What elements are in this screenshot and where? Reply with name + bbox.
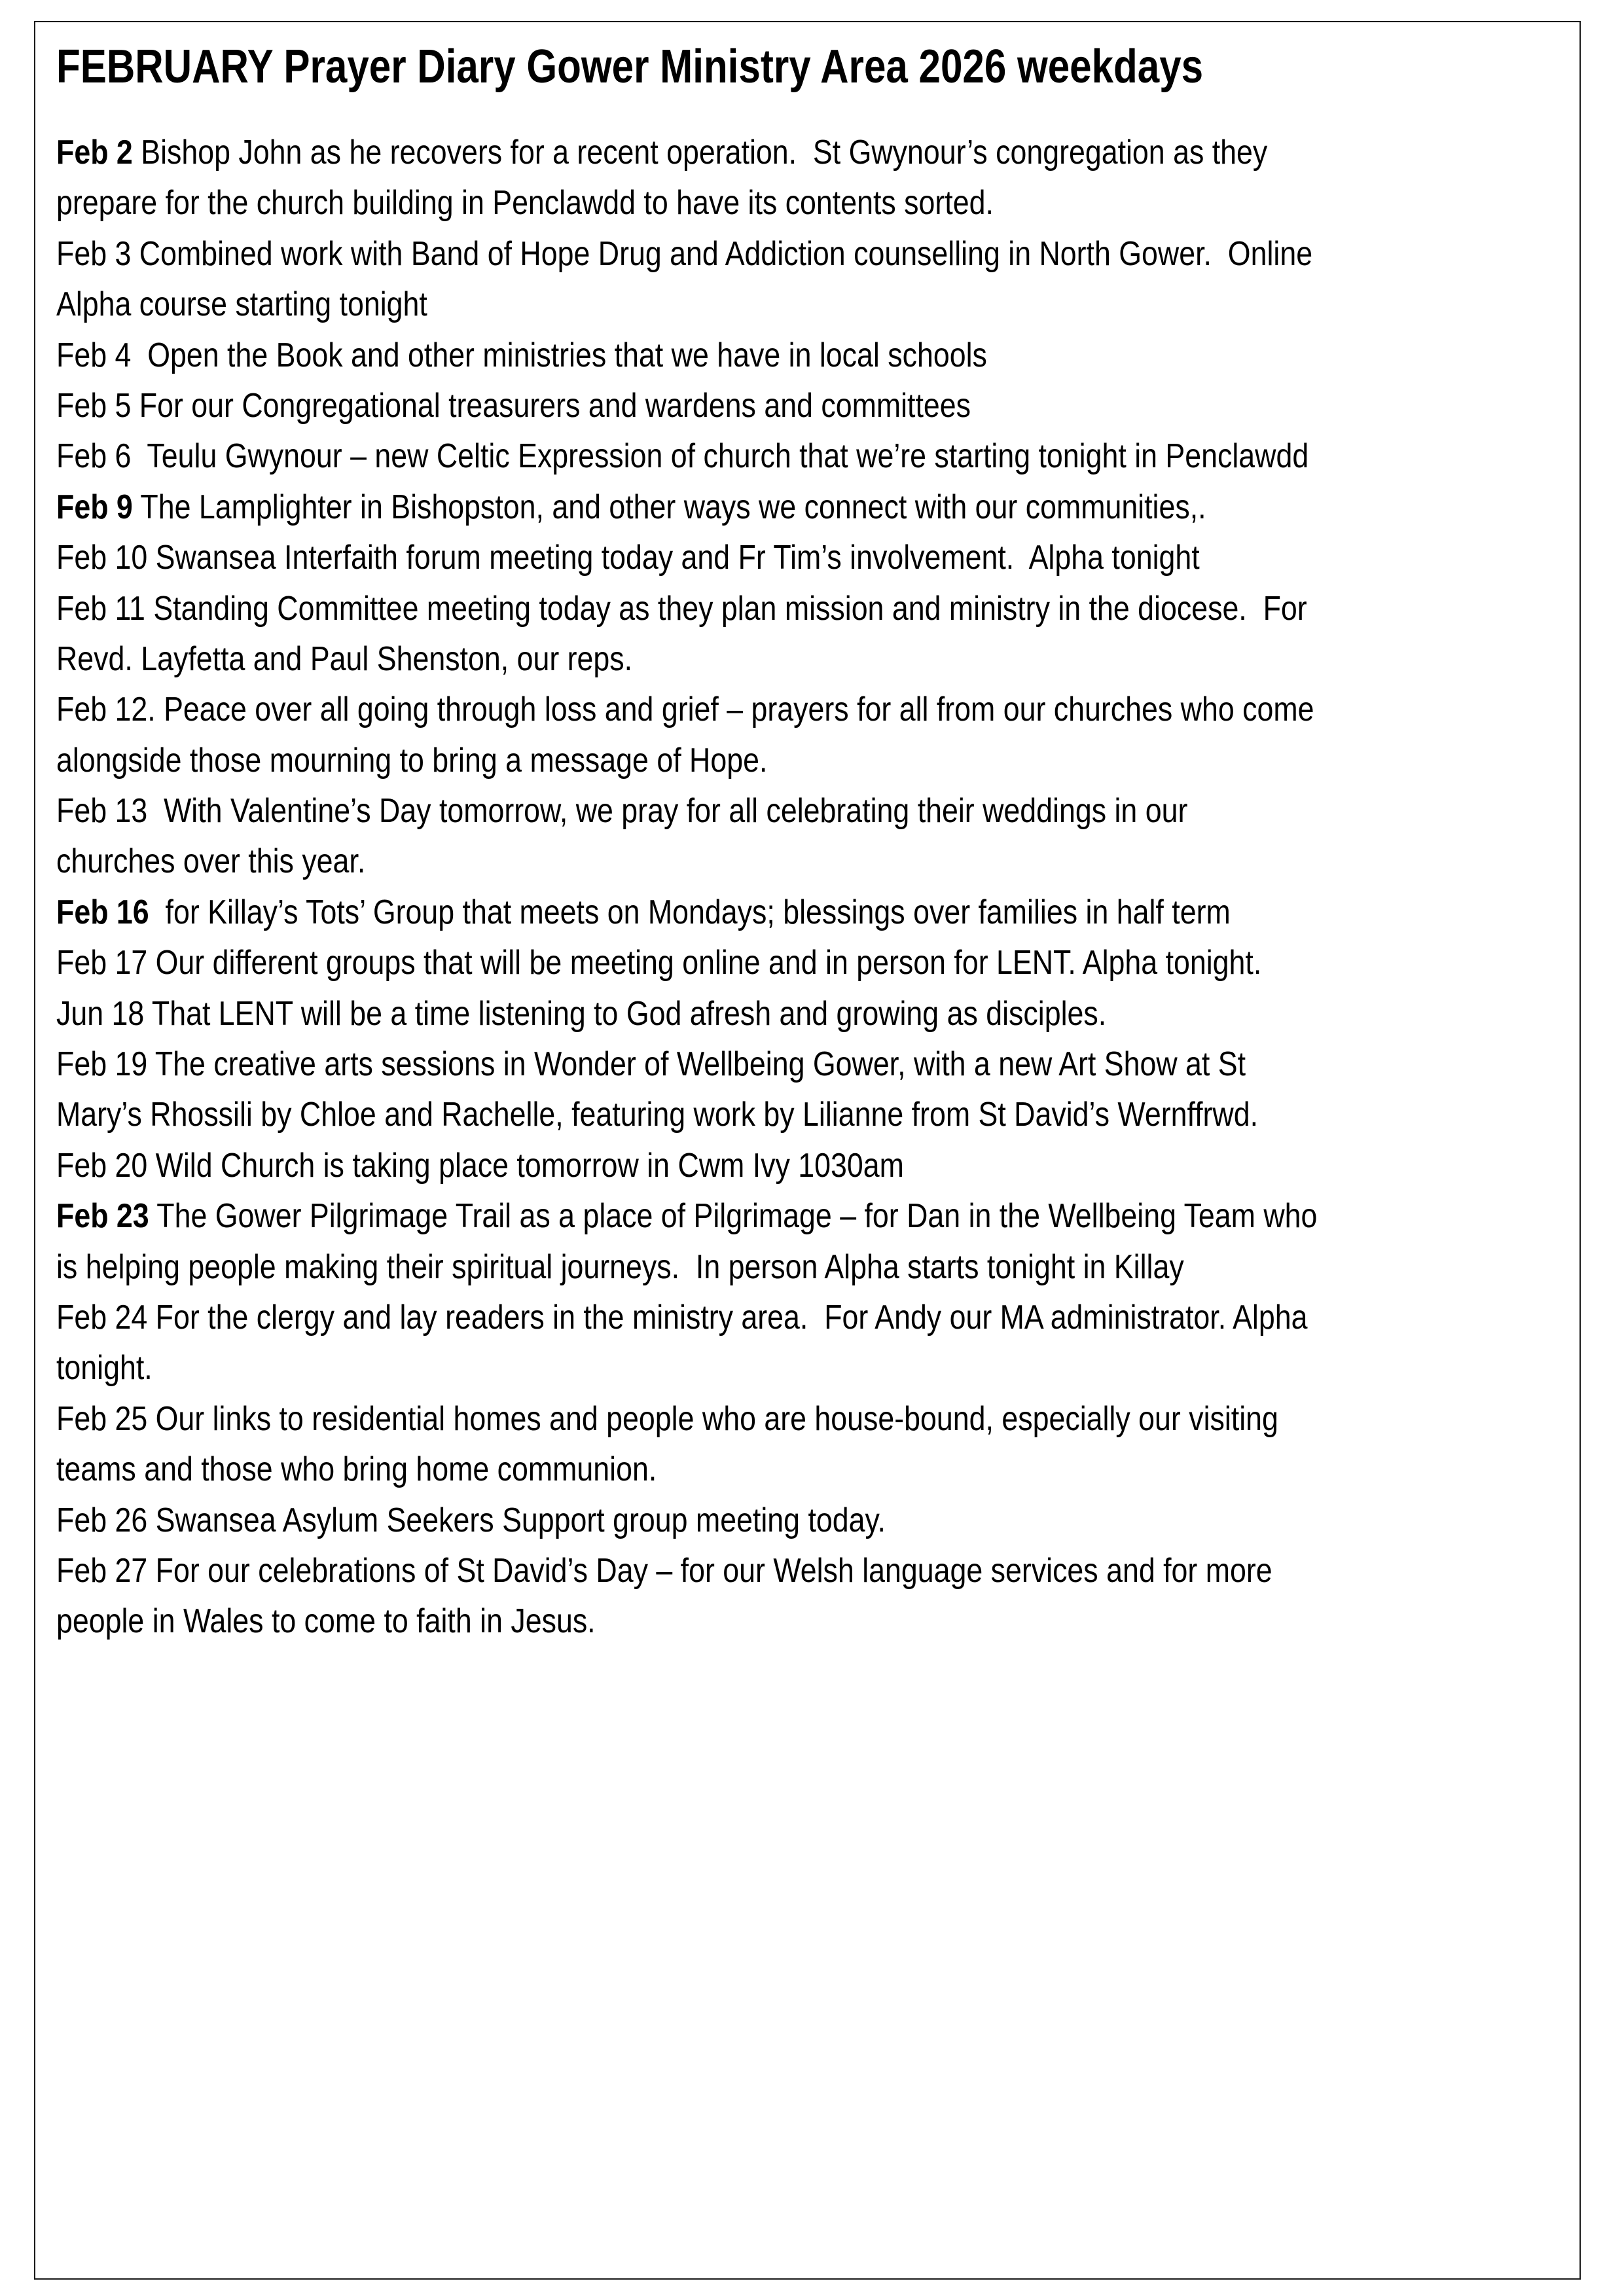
entry-first-line xyxy=(56,685,1368,735)
entry-text: Bishop John as he recovers for a recent operation. St Gwynour’s congregation as they xyxy=(132,134,1268,171)
entry-first-line xyxy=(56,482,1368,533)
entry-text: Combined work with Band of Hope Drug and Addiction counselling in North Gower. Online xyxy=(131,234,1313,273)
diary-entry xyxy=(56,331,1581,381)
diary-entry xyxy=(56,229,1581,331)
entry-text: Standing Committee meeting today as they plan mission and ministry in the diocese. For xyxy=(145,589,1307,628)
diary-entry xyxy=(56,685,1581,786)
diary-entry xyxy=(56,888,1581,938)
entry-first-line xyxy=(56,584,1368,634)
entry-first-line xyxy=(56,1039,1368,1090)
entry-date: Feb 12. xyxy=(56,691,156,729)
entry-date: Feb 3 xyxy=(56,234,132,273)
diary-entry xyxy=(56,482,1581,533)
entry-first-line xyxy=(56,1496,1368,1546)
entry-text: The Lamplighter in Bishopston, and other ways we connect with our communities,. xyxy=(132,488,1206,526)
entry-first-line xyxy=(56,128,1368,178)
entry-text: tonight. xyxy=(56,1349,153,1388)
entry-first-line xyxy=(56,1293,1368,1343)
entry-continuation-line xyxy=(56,279,1368,330)
entry-text: Revd. Layfetta and Paul Shenston, our reps. xyxy=(56,639,633,678)
diary-entry xyxy=(56,584,1581,685)
entry-first-line xyxy=(56,888,1368,938)
diary-entry xyxy=(56,1394,1581,1496)
entry-text: For our celebrations of St David’s Day – for our Welsh language services and for more xyxy=(147,1551,1272,1590)
diary-entry xyxy=(56,1293,1581,1394)
diary-entry xyxy=(56,381,1581,431)
entry-first-line xyxy=(56,381,1368,431)
entry-date: Feb 26 xyxy=(56,1501,148,1539)
entry-date: Feb 4 xyxy=(56,336,132,374)
entry-text: For the clergy and lay readers in the ministry area. For Andy our MA administrator. Alpha xyxy=(147,1298,1308,1336)
entry-date: Feb 20 xyxy=(56,1146,148,1185)
entry-text: Wild Church is taking place tomorrow in Cwm Ivy 1030am xyxy=(147,1146,904,1185)
entry-first-line xyxy=(56,1141,1368,1191)
diary-entry xyxy=(56,989,1581,1039)
entry-text: for Killay’s Tots’ Group that meets on Mondays; blessings over families in half term xyxy=(149,893,1231,931)
diary-entry xyxy=(56,1191,1581,1293)
entry-text: Our different groups that will be meeting online and in person for LENT. Alpha tonight. xyxy=(147,944,1262,982)
entry-continuation-line xyxy=(56,1444,1368,1495)
diary-entry xyxy=(56,786,1581,888)
entry-first-line xyxy=(56,431,1368,482)
entry-text: churches over this year. xyxy=(56,842,366,881)
diary-entry xyxy=(56,1496,1581,1546)
entry-text: Peace over all going through loss and grief – prayers for all from our churches who come xyxy=(155,691,1314,729)
entry-continuation-line xyxy=(56,1596,1368,1647)
entry-continuation-line xyxy=(56,634,1368,685)
entry-text: teams and those who bring home communion. xyxy=(56,1450,657,1489)
entry-date: Feb 17 xyxy=(56,944,148,982)
entry-continuation-line xyxy=(56,1090,1368,1140)
entry-first-line xyxy=(56,1191,1368,1242)
entry-date: Feb 27 xyxy=(56,1551,148,1590)
entry-date: Feb 23 xyxy=(56,1197,149,1236)
entry-date: Feb 11 xyxy=(56,589,145,628)
document-title: FEBRUARY Prayer Diary Gower Ministry Area 2026 weekdays xyxy=(56,41,1204,93)
entry-first-line xyxy=(56,1394,1368,1444)
entry-text: Our links to residential homes and people who are house-bound, especially our visiting xyxy=(147,1399,1278,1438)
diary-entry xyxy=(56,533,1581,583)
diary-entry xyxy=(56,1141,1581,1191)
entry-text: For our Congregational treasurers and wardens and committees xyxy=(131,386,971,425)
diary-entry xyxy=(56,1039,1581,1141)
entry-text: That LENT will be a time listening to God afresh and growing as disciples. xyxy=(144,994,1107,1033)
entry-continuation-line xyxy=(56,1242,1368,1293)
entry-text: The Gower Pilgrimage Trail as a place of Pilgrimage – for Dan in the Wellbeing Team who xyxy=(149,1197,1318,1236)
entry-continuation-line xyxy=(56,836,1368,887)
entry-text: With Valentine’s Day tomorrow, we pray for all celebrating their weddings in our xyxy=(147,792,1188,831)
entry-date: Feb 9 xyxy=(56,488,133,526)
entry-first-line xyxy=(56,331,1368,381)
prayer-diary-entries xyxy=(56,128,1581,1647)
entry-first-line xyxy=(56,1546,1368,1596)
entry-text: Alpha course starting tonight xyxy=(56,285,427,324)
entry-date: Feb 16 xyxy=(56,893,149,931)
entry-date: Feb 6 xyxy=(56,437,132,476)
entry-date: Feb 24 xyxy=(56,1298,148,1336)
entry-text: Swansea Asylum Seekers Support group meeting today. xyxy=(147,1501,886,1539)
entry-first-line xyxy=(56,786,1368,836)
entry-continuation-line xyxy=(56,1343,1368,1393)
entry-text: The creative arts sessions in Wonder of Wellbeing Gower, with a new Art Show at St xyxy=(147,1045,1246,1084)
entry-first-line xyxy=(56,533,1368,583)
entry-date: Jun 18 xyxy=(56,994,145,1033)
entry-date: Feb 25 xyxy=(56,1399,148,1438)
diary-entry xyxy=(56,938,1581,988)
entry-date: Feb 5 xyxy=(56,386,132,425)
entry-text: Mary’s Rhossili by Chloe and Rachelle, featuring work by Lilianne from St David’s Wernffrwd. xyxy=(56,1096,1258,1134)
entry-date: Feb 10 xyxy=(56,539,148,577)
entry-continuation-line xyxy=(56,178,1368,228)
entry-text: is helping people making their spiritual journeys. In person Alpha starts tonight in Killay xyxy=(56,1247,1184,1286)
entry-text: Open the Book and other ministries that we have in local schools xyxy=(131,336,987,374)
diary-entry xyxy=(56,431,1581,482)
entry-date: Feb 13 xyxy=(56,792,148,831)
entry-date: Feb 2 xyxy=(56,134,133,171)
diary-entry xyxy=(56,128,1581,229)
entry-text: prepare for the church building in Penclawdd to have its contents sorted. xyxy=(56,184,994,223)
entry-text: alongside those mourning to bring a message of Hope. xyxy=(56,741,768,780)
diary-entry xyxy=(56,1546,1581,1647)
entry-first-line xyxy=(56,938,1368,988)
entry-first-line xyxy=(56,989,1368,1039)
entry-date: Feb 19 xyxy=(56,1045,148,1084)
entry-continuation-line xyxy=(56,736,1368,786)
entry-text: Swansea Interfaith forum meeting today and Fr Tim’s involvement. Alpha tonight xyxy=(147,539,1200,577)
entry-first-line xyxy=(56,229,1368,279)
entry-text: Teulu Gwynour – new Celtic Expression of church that we’re starting tonight in Penclawdd xyxy=(131,437,1309,476)
entry-text: people in Wales to come to faith in Jesus. xyxy=(56,1602,596,1641)
